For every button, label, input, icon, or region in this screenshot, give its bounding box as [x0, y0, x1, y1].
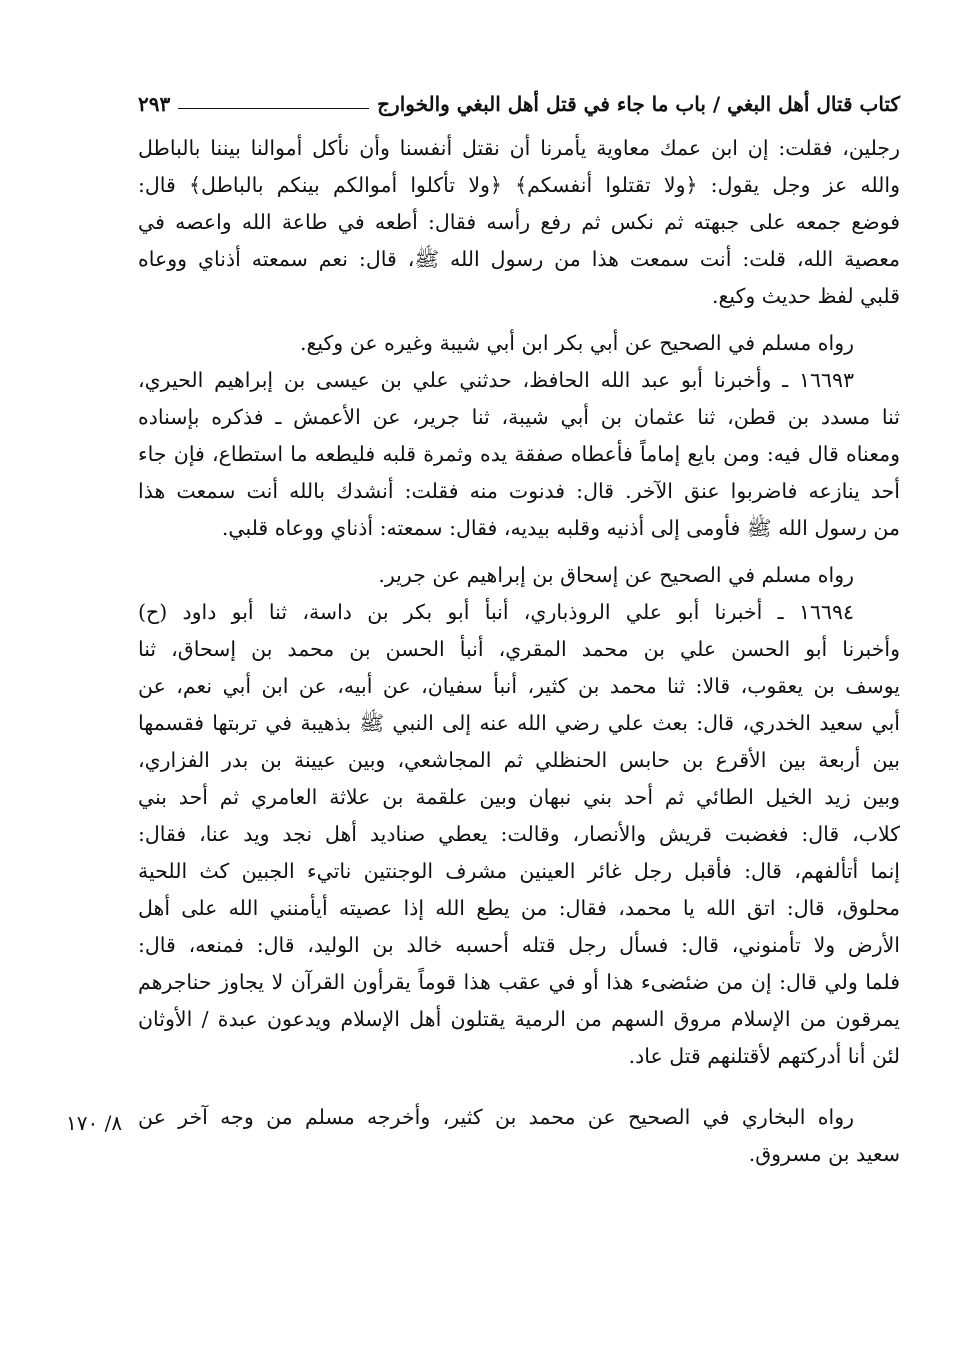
text-line: وأخبرنا أبو الحسن علي بن محمد المقري، أنبأ الحسن بن محمد بن إسحاق، ثنا — [138, 637, 900, 661]
text-line: رواه البخاري في الصحيح عن محمد بن كثير، وأخرجه مسلم من وجه آخر عن — [138, 1105, 854, 1129]
spacer — [138, 547, 900, 557]
text-line: فلما ولي قال: إن من ضئضىء هذا أو في عقب هذا قوماً يقرأون القرآن لا يجاوز حناجرهم — [138, 970, 900, 994]
text-line: يمرقون من الإسلام مروق السهم من الرمية يقتلون أهل الإسلام ويدعون عبدة / الأوثان — [138, 1007, 900, 1031]
text-line: والله عز وجل يقول: ﴿ولا تقتلوا أنفسكم﴾ ﴿ولا تأكلوا أموالكم بينكم بالباطل﴾ قال: — [138, 173, 900, 197]
text-line: ومعناه قال فيه: ومن بايع إماماً فأعطاه صفقة يده وثمرة قلبه فليطعه ما استطاع، فإن جاء — [138, 442, 900, 466]
text-line: ١٦٦٩٤ ـ أخبرنا أبو علي الروذباري، أنبأ أبو بكر بن داسة، ثنا أبو داود (ح) — [138, 600, 854, 624]
text-line: ١٦٦٩٣ ـ وأخبرنا أبو عبد الله الحافظ، حدثني علي بن عيسى بن إبراهيم الحيري، — [138, 368, 854, 392]
text-line: كلاب، قال: فغضبت قريش والأنصار، وقالت: يعطي صناديد أهل نجد ويد عنا، فقال: — [138, 822, 900, 846]
page-body — [138, 130, 900, 1173]
text-line: معصية الله، قلت: أنت سمعت هذا من رسول الله ﷺ، قال: نعم سمعته أذناي ووعاه — [138, 247, 900, 271]
running-header — [138, 86, 900, 116]
text-line: رجلين، فقلت: إن ابن عمك معاوية يأمرنا أن نقتل أنفسنا وأن نأكل أموالنا بيننا بالباطل — [138, 136, 900, 160]
page-number: ٢٩٣ — [138, 92, 171, 116]
text-line: وبين زيد الخيل الطائي ثم أحد بني نبهان وبين علقمة بن علاثة العامري ثم أحد بني — [138, 785, 900, 809]
text-line: رواه مسلم في الصحيح عن إسحاق بن إبراهيم عن جرير. — [378, 563, 854, 587]
text-line: من رسول الله ﷺ فأومى إلى أذنيه وقلبه بيديه، فقال: سمعته: أذناي ووعاه قلبي. — [221, 516, 900, 540]
text-line: لئن أنا أدركتهم لأقتلنهم قتل عاد. — [628, 1044, 900, 1068]
text-line: رواه مسلم في الصحيح عن أبي بكر ابن أبي شيبة وغيره عن وكيع. — [299, 331, 854, 355]
spacer — [138, 1075, 900, 1099]
text-line: قلبي لفظ حديث وكيع. — [711, 284, 900, 308]
text-line: محلوق، قال: اتق الله يا محمد، فقال: من يطع الله إذا عصيته أيأمنني الله على أهل — [138, 896, 900, 920]
margin-reference: ٨/ ١٧٠ — [66, 1111, 123, 1135]
text-line: أحد ينازعه فاضربوا عنق الآخر. قال: فدنوت منه فقلت: أنشدك بالله أنت سمعت هذا — [138, 479, 900, 503]
text-line: إنما أتألفهم، قال: فأقبل رجل غائر العينين مشرف الوجنتين ناتيء الجبين كث اللحية — [138, 859, 900, 883]
text-line: فوضع جمعه على جبهته ثم نكس ثم رفع رأسه فقال: أطعه في طاعة الله واعصه في — [138, 210, 900, 234]
text-line: الأرض ولا تأمنوني، قال: فسأل رجل قتله أحسبه خالد بن الوليد، قال: فمنعه، قال: — [138, 933, 900, 957]
text-line: أبي سعيد الخدري، قال: بعث علي رضي الله عنه إلى النبي ﷺ بذهيبة في تربتها فقسمها — [138, 711, 900, 735]
spacer — [138, 315, 900, 325]
text-line: بين أربعة بين الأقرع بن حابس الحنظلي ثم المجاشعي، وبين عيينة بن بدر الفزاري، — [138, 748, 900, 772]
text-line: سعيد بن مسروق. — [748, 1142, 900, 1166]
text-line: يوسف بن يعقوب، قالا: ثنا محمد بن كثير، أنبأ سفيان، عن أبيه، عن ابن أبي نعم، عن — [138, 674, 900, 698]
running-header-title: كتاب قتال أهل البغي / باب ما جاء في قتل أهل البغي والخوارج — [377, 92, 900, 116]
text-line: ثنا مسدد بن قطن، ثنا عثمان بن أبي شيبة، ثنا جرير، عن الأعمش ـ فذكره بإسناده — [138, 405, 900, 429]
header-rule — [178, 108, 369, 109]
